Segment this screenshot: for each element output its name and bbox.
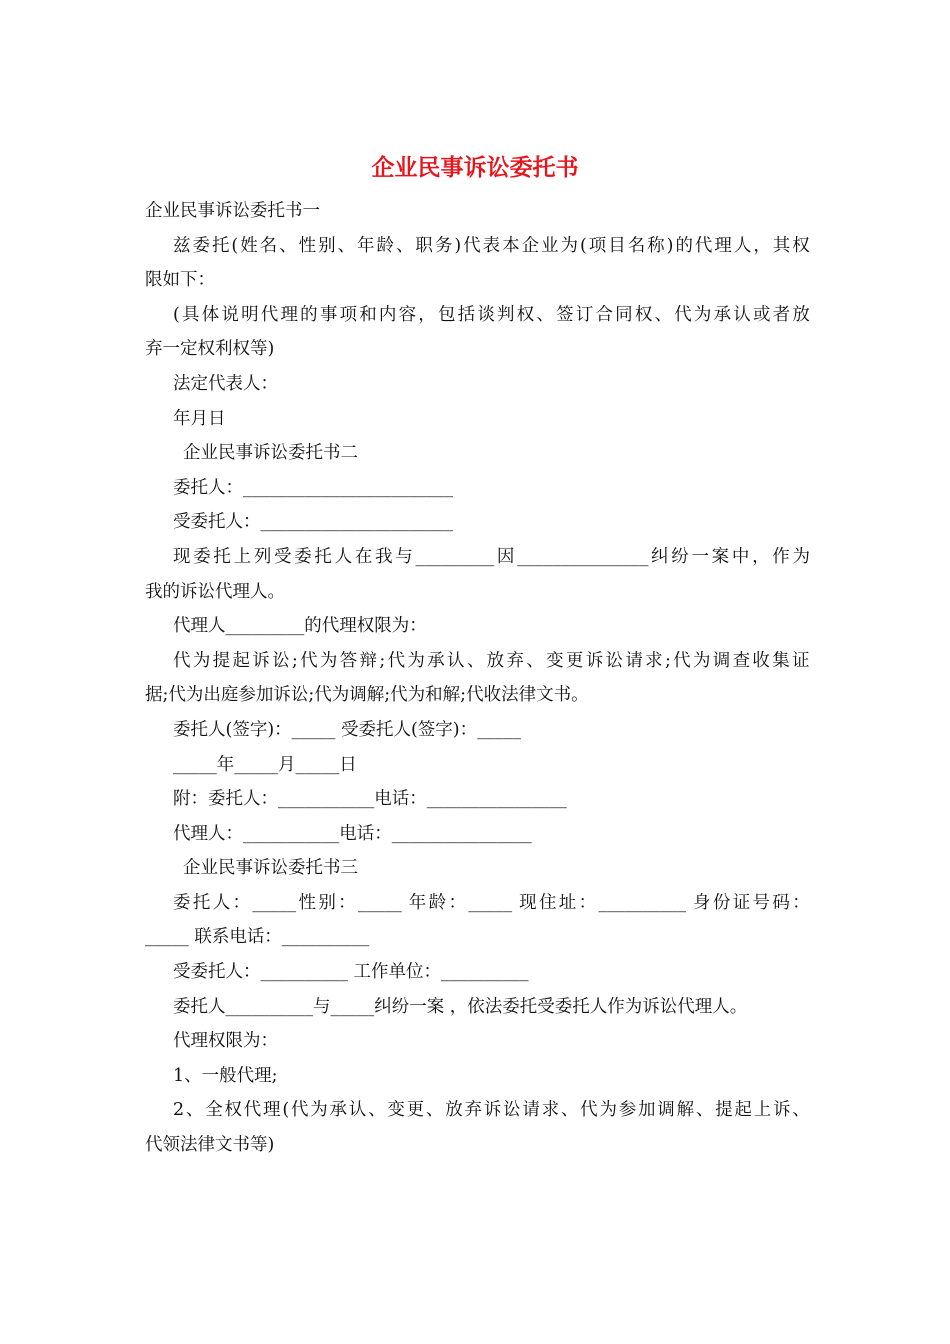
form-field-line: 代理人：___________电话：________________ (173, 823, 532, 844)
section-heading-3: 企业民事诉讼委托书三 (183, 858, 358, 879)
form-field-line: 附：委托人：___________电话：________________ (173, 789, 567, 810)
form-field-line: 受委托人：______________________ (173, 512, 453, 533)
paragraph-line: 据;代为出庭参加诉讼;代为调解;代为和解;代收法律文书。 (145, 685, 589, 706)
paragraph-line: 限如下： (145, 270, 215, 291)
paragraph-line: 代理权限为： (173, 1031, 278, 1052)
section-heading-2: 企业民事诉讼委托书二 (183, 443, 358, 464)
paragraph-line: 年月日 (173, 408, 226, 429)
form-field-line: _____ 联系电话：__________ (145, 927, 370, 948)
paragraph-line: 法定代表人： (173, 373, 278, 394)
paragraph-line: 代 为 提 起 诉 讼 ; 代 为 答 辩 ; 代 为 承 认 、 放 弃 、 变 更 诉 讼 请 求 ; 代 为 调 查 收 集 证 (173, 650, 810, 671)
paragraph-line: 代理人_________的代理权限为： (173, 616, 427, 637)
form-field-line: 受委托人：__________ 工作单位：__________ (173, 962, 529, 983)
signature-line: 委托人(签字)：_____ 受委托人(签字)：_____ (173, 719, 521, 740)
paragraph-line: 兹 委 托 ( 姓 名 、 性 别 、 年 龄 、 职 务 ) 代 表 本 企 业 为 ( 项 目 名 称 ) 的 代 理 人 ， 其 权 (173, 235, 810, 256)
list-item: 代领法律文书等) (145, 1135, 275, 1156)
date-line: _____年_____月_____日 (173, 754, 357, 775)
form-field-line: 委 托 人 ： _____ 性 别 ： _____ 年 龄 ： _____ 现 住 址 ： __________ 身 份 证 号 码 ： (173, 892, 810, 913)
paragraph-line: 弃一定权利权等) (145, 339, 275, 360)
form-field-line: 委托人：________________________ (173, 477, 453, 498)
list-item: 2 、 全 权 代 理 ( 代 为 承 认 、 变 更 、 放 弃 诉 讼 请 求 、 代 为 参 加 调 解 、 提 起 上 诉 、 (173, 1100, 810, 1121)
paragraph-line: 我的诉讼代理人。 (145, 581, 285, 602)
paragraph-line: 现 委 托 上 列 受 委 托 人 在 我 与 _________ 因 _______________ 纠 纷 一 案 中 ， 作 为 (173, 546, 810, 567)
list-item: 1、一般代理; (173, 1065, 278, 1086)
section-heading-1: 企业民事诉讼委托书一 (145, 201, 320, 221)
document-body (145, 194, 810, 1163)
paragraph-line: 委托人__________与_____纠纷一案 ，依法委托受委托人作为诉讼代理人。 (173, 996, 748, 1017)
document-title: 企业民事诉讼委托书 (371, 154, 579, 181)
paragraph-line: ( 具 体 说 明 代 理 的 事 项 和 内 容 ， 包 括 谈 判 权 、 签 订 合 同 权 、 代 为 承 认 或 者 放 (173, 304, 810, 325)
